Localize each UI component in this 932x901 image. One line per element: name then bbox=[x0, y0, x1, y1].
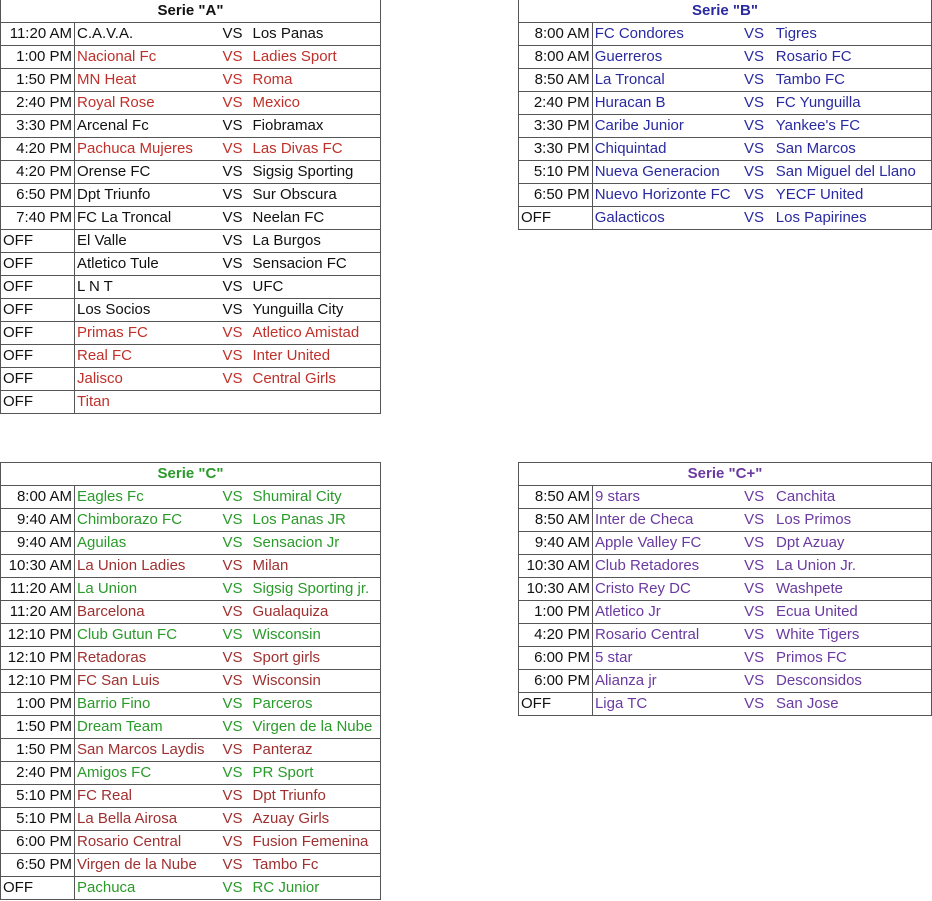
match-row bbox=[519, 138, 932, 161]
home-team: Amigos FC bbox=[75, 762, 215, 785]
away-team: RC Junior bbox=[251, 877, 381, 900]
match-row bbox=[1, 647, 381, 670]
match-time: 8:50 AM bbox=[519, 69, 593, 92]
match-row bbox=[1, 69, 381, 92]
series-a-table bbox=[0, 0, 381, 414]
home-team: Atletico Tule bbox=[75, 253, 215, 276]
home-team: Pachuca bbox=[75, 877, 215, 900]
match-time: OFF bbox=[1, 253, 75, 276]
versus-label: VS bbox=[215, 647, 251, 670]
match-row bbox=[1, 115, 381, 138]
match-row bbox=[1, 368, 381, 391]
home-team: La Troncal bbox=[592, 69, 734, 92]
away-team: White Tigers bbox=[774, 624, 931, 647]
match-row bbox=[519, 578, 932, 601]
home-team: Orense FC bbox=[75, 161, 215, 184]
match-row bbox=[1, 509, 381, 532]
series-c-body bbox=[1, 486, 381, 900]
versus-label: VS bbox=[215, 854, 251, 877]
match-row bbox=[1, 693, 381, 716]
match-row bbox=[519, 115, 932, 138]
match-time: OFF bbox=[1, 391, 75, 414]
home-team: Retadoras bbox=[75, 647, 215, 670]
versus-label: VS bbox=[734, 161, 774, 184]
match-time: 5:10 PM bbox=[1, 808, 75, 831]
versus-label: VS bbox=[215, 92, 251, 115]
versus-label: VS bbox=[215, 230, 251, 253]
away-team: Sigsig Sporting jr. bbox=[251, 578, 381, 601]
away-team: Sur Obscura bbox=[251, 184, 381, 207]
away-team: Desconsidos bbox=[774, 670, 931, 693]
home-team: Arcenal Fc bbox=[75, 115, 215, 138]
match-row bbox=[1, 345, 381, 368]
home-team: Chimborazo FC bbox=[75, 509, 215, 532]
home-team: FC San Luis bbox=[75, 670, 215, 693]
away-team: UFC bbox=[251, 276, 381, 299]
versus-label: VS bbox=[215, 670, 251, 693]
match-row bbox=[519, 207, 932, 230]
series-b-table bbox=[518, 0, 932, 230]
match-time: 3:30 PM bbox=[519, 115, 593, 138]
match-row bbox=[519, 161, 932, 184]
home-team: Liga TC bbox=[592, 693, 734, 716]
away-team: Tigres bbox=[774, 23, 932, 46]
match-row bbox=[1, 391, 381, 414]
home-team: Cristo Rey DC bbox=[592, 578, 734, 601]
versus-label: VS bbox=[215, 322, 251, 345]
match-time: 1:50 PM bbox=[1, 739, 75, 762]
match-time: 5:10 PM bbox=[1, 785, 75, 808]
match-time: 7:40 PM bbox=[1, 207, 75, 230]
home-team: 5 star bbox=[592, 647, 734, 670]
away-team: San Miguel del Llano bbox=[774, 161, 932, 184]
home-team: FC Condores bbox=[592, 23, 734, 46]
away-team: Ecua United bbox=[774, 601, 931, 624]
away-team: Ladies Sport bbox=[251, 46, 381, 69]
away-team: Los Primos bbox=[774, 509, 931, 532]
away-team: La Burgos bbox=[251, 230, 381, 253]
away-team: Wisconsin bbox=[251, 670, 381, 693]
match-time: 10:30 AM bbox=[1, 555, 75, 578]
home-team: Los Socios bbox=[75, 299, 215, 322]
match-row bbox=[519, 693, 932, 716]
home-team: Club Retadores bbox=[592, 555, 734, 578]
home-team: Rosario Central bbox=[592, 624, 734, 647]
home-team: Nueva Generacion bbox=[592, 161, 734, 184]
versus-label: VS bbox=[215, 877, 251, 900]
versus-label: VS bbox=[734, 601, 774, 624]
home-team: Pachuca Mujeres bbox=[75, 138, 215, 161]
away-team: Gualaquiza bbox=[251, 601, 381, 624]
away-team: Roma bbox=[251, 69, 381, 92]
away-team: Canchita bbox=[774, 486, 931, 509]
away-team: Las Divas FC bbox=[251, 138, 381, 161]
versus-label: VS bbox=[215, 368, 251, 391]
versus-label: VS bbox=[215, 785, 251, 808]
home-team: L N T bbox=[75, 276, 215, 299]
match-time: OFF bbox=[1, 276, 75, 299]
versus-label: VS bbox=[734, 555, 774, 578]
series-cplus-body bbox=[519, 486, 932, 716]
away-team: Sport girls bbox=[251, 647, 381, 670]
away-team: Wisconsin bbox=[251, 624, 381, 647]
match-row bbox=[1, 92, 381, 115]
match-time: 9:40 AM bbox=[1, 532, 75, 555]
match-time: 8:00 AM bbox=[519, 23, 593, 46]
match-row bbox=[519, 69, 932, 92]
home-team: Caribe Junior bbox=[592, 115, 734, 138]
versus-label: VS bbox=[215, 601, 251, 624]
match-row bbox=[519, 555, 932, 578]
match-row bbox=[1, 138, 381, 161]
versus-label: VS bbox=[215, 46, 251, 69]
versus-label: VS bbox=[215, 693, 251, 716]
versus-label: VS bbox=[734, 647, 774, 670]
match-time: 2:40 PM bbox=[1, 762, 75, 785]
versus-label: VS bbox=[734, 69, 774, 92]
match-row bbox=[1, 808, 381, 831]
home-team: Guerreros bbox=[592, 46, 734, 69]
home-team: Jalisco bbox=[75, 368, 215, 391]
home-team: Chiquintad bbox=[592, 138, 734, 161]
match-row bbox=[519, 92, 932, 115]
away-team: FC Yunguilla bbox=[774, 92, 932, 115]
home-team: Virgen de la Nube bbox=[75, 854, 215, 877]
versus-label: VS bbox=[734, 92, 774, 115]
away-team: San Marcos bbox=[774, 138, 932, 161]
versus-label: VS bbox=[215, 345, 251, 368]
away-team: Fiobramax bbox=[251, 115, 381, 138]
home-team: Aguilas bbox=[75, 532, 215, 555]
home-team: Galacticos bbox=[592, 207, 734, 230]
versus-label: VS bbox=[215, 716, 251, 739]
away-team: Dpt Azuay bbox=[774, 532, 931, 555]
home-team: Nuevo Horizonte FC bbox=[592, 184, 734, 207]
away-team: Los Panas JR bbox=[251, 509, 381, 532]
match-time: 10:30 AM bbox=[519, 555, 593, 578]
match-row bbox=[1, 601, 381, 624]
match-row bbox=[1, 276, 381, 299]
match-row bbox=[519, 601, 932, 624]
match-row bbox=[1, 299, 381, 322]
match-time: 9:40 AM bbox=[1, 509, 75, 532]
match-row bbox=[1, 739, 381, 762]
away-team: Primos FC bbox=[774, 647, 931, 670]
away-team: Neelan FC bbox=[251, 207, 381, 230]
series-c-title: Serie "C" bbox=[1, 463, 381, 486]
home-team: 9 stars bbox=[592, 486, 734, 509]
match-row bbox=[1, 854, 381, 877]
versus-label: VS bbox=[734, 184, 774, 207]
match-row bbox=[1, 716, 381, 739]
versus-label: VS bbox=[215, 532, 251, 555]
versus-label: VS bbox=[215, 486, 251, 509]
match-time: 6:00 PM bbox=[519, 647, 593, 670]
home-team: Rosario Central bbox=[75, 831, 215, 854]
away-team: Tambo FC bbox=[774, 69, 932, 92]
home-team: Titan bbox=[75, 391, 215, 414]
match-row bbox=[1, 785, 381, 808]
match-time: 10:30 AM bbox=[519, 578, 593, 601]
match-row bbox=[519, 670, 932, 693]
match-time: 9:40 AM bbox=[519, 532, 593, 555]
away-team: Milan bbox=[251, 555, 381, 578]
home-team: Huracan B bbox=[592, 92, 734, 115]
versus-label: VS bbox=[734, 138, 774, 161]
match-row bbox=[519, 46, 932, 69]
versus-label: VS bbox=[215, 762, 251, 785]
match-time: 12:10 PM bbox=[1, 647, 75, 670]
away-team: Los Papirines bbox=[774, 207, 932, 230]
home-team: Royal Rose bbox=[75, 92, 215, 115]
match-row bbox=[519, 23, 932, 46]
away-team: Dpt Triunfo bbox=[251, 785, 381, 808]
match-row bbox=[1, 877, 381, 900]
match-time: 12:10 PM bbox=[1, 624, 75, 647]
match-time: OFF bbox=[1, 877, 75, 900]
match-row bbox=[1, 46, 381, 69]
home-team: Nacional Fc bbox=[75, 46, 215, 69]
match-row bbox=[1, 670, 381, 693]
versus-label: VS bbox=[215, 739, 251, 762]
away-team: La Union Jr. bbox=[774, 555, 931, 578]
away-team: Rosario FC bbox=[774, 46, 932, 69]
away-team bbox=[251, 391, 381, 414]
match-row bbox=[519, 624, 932, 647]
versus-label: VS bbox=[215, 253, 251, 276]
home-team: MN Heat bbox=[75, 69, 215, 92]
match-time: 4:20 PM bbox=[1, 161, 75, 184]
away-team: Washpete bbox=[774, 578, 931, 601]
versus-label: VS bbox=[215, 184, 251, 207]
away-team: San Jose bbox=[774, 693, 931, 716]
match-time: 11:20 AM bbox=[1, 578, 75, 601]
match-time: 2:40 PM bbox=[519, 92, 593, 115]
home-team: San Marcos Laydis bbox=[75, 739, 215, 762]
series-b-title: Serie "B" bbox=[519, 0, 932, 23]
home-team: Real FC bbox=[75, 345, 215, 368]
match-time: 3:30 PM bbox=[519, 138, 593, 161]
match-time: 6:50 PM bbox=[1, 184, 75, 207]
home-team: Barrio Fino bbox=[75, 693, 215, 716]
match-time: 8:00 AM bbox=[519, 46, 593, 69]
versus-label: VS bbox=[215, 207, 251, 230]
match-row bbox=[519, 647, 932, 670]
versus-label bbox=[215, 391, 251, 414]
away-team: Sigsig Sporting bbox=[251, 161, 381, 184]
away-team: Fusion Femenina bbox=[251, 831, 381, 854]
match-time: 6:00 PM bbox=[1, 831, 75, 854]
versus-label: VS bbox=[215, 808, 251, 831]
match-time: OFF bbox=[1, 368, 75, 391]
away-team: Mexico bbox=[251, 92, 381, 115]
versus-label: VS bbox=[215, 555, 251, 578]
away-team: YECF United bbox=[774, 184, 932, 207]
match-row bbox=[1, 207, 381, 230]
away-team: PR Sport bbox=[251, 762, 381, 785]
match-time: 1:00 PM bbox=[519, 601, 593, 624]
match-row bbox=[1, 322, 381, 345]
match-time: 8:50 AM bbox=[519, 486, 593, 509]
series-a-title: Serie "A" bbox=[1, 0, 381, 23]
home-team: Dream Team bbox=[75, 716, 215, 739]
match-row bbox=[1, 578, 381, 601]
match-time: OFF bbox=[1, 299, 75, 322]
match-time: 6:50 PM bbox=[1, 854, 75, 877]
match-time: 4:20 PM bbox=[519, 624, 593, 647]
match-time: 1:50 PM bbox=[1, 716, 75, 739]
match-time: 2:40 PM bbox=[1, 92, 75, 115]
match-time: OFF bbox=[1, 322, 75, 345]
series-c-table bbox=[0, 462, 381, 900]
away-team: Sensacion FC bbox=[251, 253, 381, 276]
home-team: Barcelona bbox=[75, 601, 215, 624]
match-time: OFF bbox=[519, 207, 593, 230]
versus-label: VS bbox=[215, 831, 251, 854]
home-team: Dpt Triunfo bbox=[75, 184, 215, 207]
away-team: Los Panas bbox=[251, 23, 381, 46]
away-team: Shumiral City bbox=[251, 486, 381, 509]
home-team: La Bella Airosa bbox=[75, 808, 215, 831]
away-team: Sensacion Jr bbox=[251, 532, 381, 555]
home-team: Eagles Fc bbox=[75, 486, 215, 509]
away-team: Yunguilla City bbox=[251, 299, 381, 322]
versus-label: VS bbox=[734, 46, 774, 69]
away-team: Inter United bbox=[251, 345, 381, 368]
away-team: Parceros bbox=[251, 693, 381, 716]
match-row bbox=[519, 184, 932, 207]
match-time: 11:20 AM bbox=[1, 601, 75, 624]
home-team: Primas FC bbox=[75, 322, 215, 345]
match-time: 6:50 PM bbox=[519, 184, 593, 207]
match-time: 8:00 AM bbox=[1, 486, 75, 509]
match-time: 3:30 PM bbox=[1, 115, 75, 138]
away-team: Panteraz bbox=[251, 739, 381, 762]
versus-label: VS bbox=[734, 509, 774, 532]
home-team: Inter de Checa bbox=[592, 509, 734, 532]
home-team: Atletico Jr bbox=[592, 601, 734, 624]
versus-label: VS bbox=[215, 624, 251, 647]
match-time: 12:10 PM bbox=[1, 670, 75, 693]
home-team: FC La Troncal bbox=[75, 207, 215, 230]
home-team: Apple Valley FC bbox=[592, 532, 734, 555]
match-row bbox=[519, 509, 932, 532]
series-b-body bbox=[519, 23, 932, 230]
match-row bbox=[1, 762, 381, 785]
home-team: Club Gutun FC bbox=[75, 624, 215, 647]
home-team: El Valle bbox=[75, 230, 215, 253]
versus-label: VS bbox=[215, 578, 251, 601]
match-time: 11:20 AM bbox=[1, 23, 75, 46]
versus-label: VS bbox=[215, 161, 251, 184]
versus-label: VS bbox=[215, 138, 251, 161]
away-team: Azuay Girls bbox=[251, 808, 381, 831]
match-time: OFF bbox=[1, 345, 75, 368]
versus-label: VS bbox=[734, 624, 774, 647]
match-time: 5:10 PM bbox=[519, 161, 593, 184]
away-team: Tambo Fc bbox=[251, 854, 381, 877]
versus-label: VS bbox=[215, 69, 251, 92]
match-time: 4:20 PM bbox=[1, 138, 75, 161]
versus-label: VS bbox=[215, 509, 251, 532]
match-row bbox=[1, 555, 381, 578]
home-team: La Union bbox=[75, 578, 215, 601]
away-team: Atletico Amistad bbox=[251, 322, 381, 345]
match-row bbox=[1, 831, 381, 854]
versus-label: VS bbox=[215, 299, 251, 322]
series-cplus-table bbox=[518, 462, 932, 716]
versus-label: VS bbox=[734, 532, 774, 555]
versus-label: VS bbox=[734, 670, 774, 693]
match-row bbox=[1, 532, 381, 555]
versus-label: VS bbox=[734, 486, 774, 509]
match-time: 1:50 PM bbox=[1, 69, 75, 92]
away-team: Yankee's FC bbox=[774, 115, 932, 138]
match-row bbox=[519, 486, 932, 509]
home-team: FC Real bbox=[75, 785, 215, 808]
versus-label: VS bbox=[734, 578, 774, 601]
away-team: Virgen de la Nube bbox=[251, 716, 381, 739]
series-cplus-title: Serie "C+" bbox=[519, 463, 932, 486]
match-row bbox=[1, 23, 381, 46]
match-time: OFF bbox=[1, 230, 75, 253]
match-row bbox=[1, 486, 381, 509]
versus-label: VS bbox=[734, 23, 774, 46]
match-row bbox=[1, 161, 381, 184]
away-team: Central Girls bbox=[251, 368, 381, 391]
match-row bbox=[1, 253, 381, 276]
home-team: Alianza jr bbox=[592, 670, 734, 693]
series-a-body bbox=[1, 23, 381, 414]
versus-label: VS bbox=[215, 23, 251, 46]
versus-label: VS bbox=[734, 115, 774, 138]
versus-label: VS bbox=[734, 693, 774, 716]
match-time: 1:00 PM bbox=[1, 46, 75, 69]
match-time: 1:00 PM bbox=[1, 693, 75, 716]
match-row bbox=[1, 624, 381, 647]
versus-label: VS bbox=[734, 207, 774, 230]
versus-label: VS bbox=[215, 276, 251, 299]
match-time: 8:50 AM bbox=[519, 509, 593, 532]
match-time: OFF bbox=[519, 693, 593, 716]
match-row bbox=[519, 532, 932, 555]
home-team: La Union Ladies bbox=[75, 555, 215, 578]
match-row bbox=[1, 184, 381, 207]
match-row bbox=[1, 230, 381, 253]
versus-label: VS bbox=[215, 115, 251, 138]
home-team: C.A.V.A. bbox=[75, 23, 215, 46]
match-time: 6:00 PM bbox=[519, 670, 593, 693]
